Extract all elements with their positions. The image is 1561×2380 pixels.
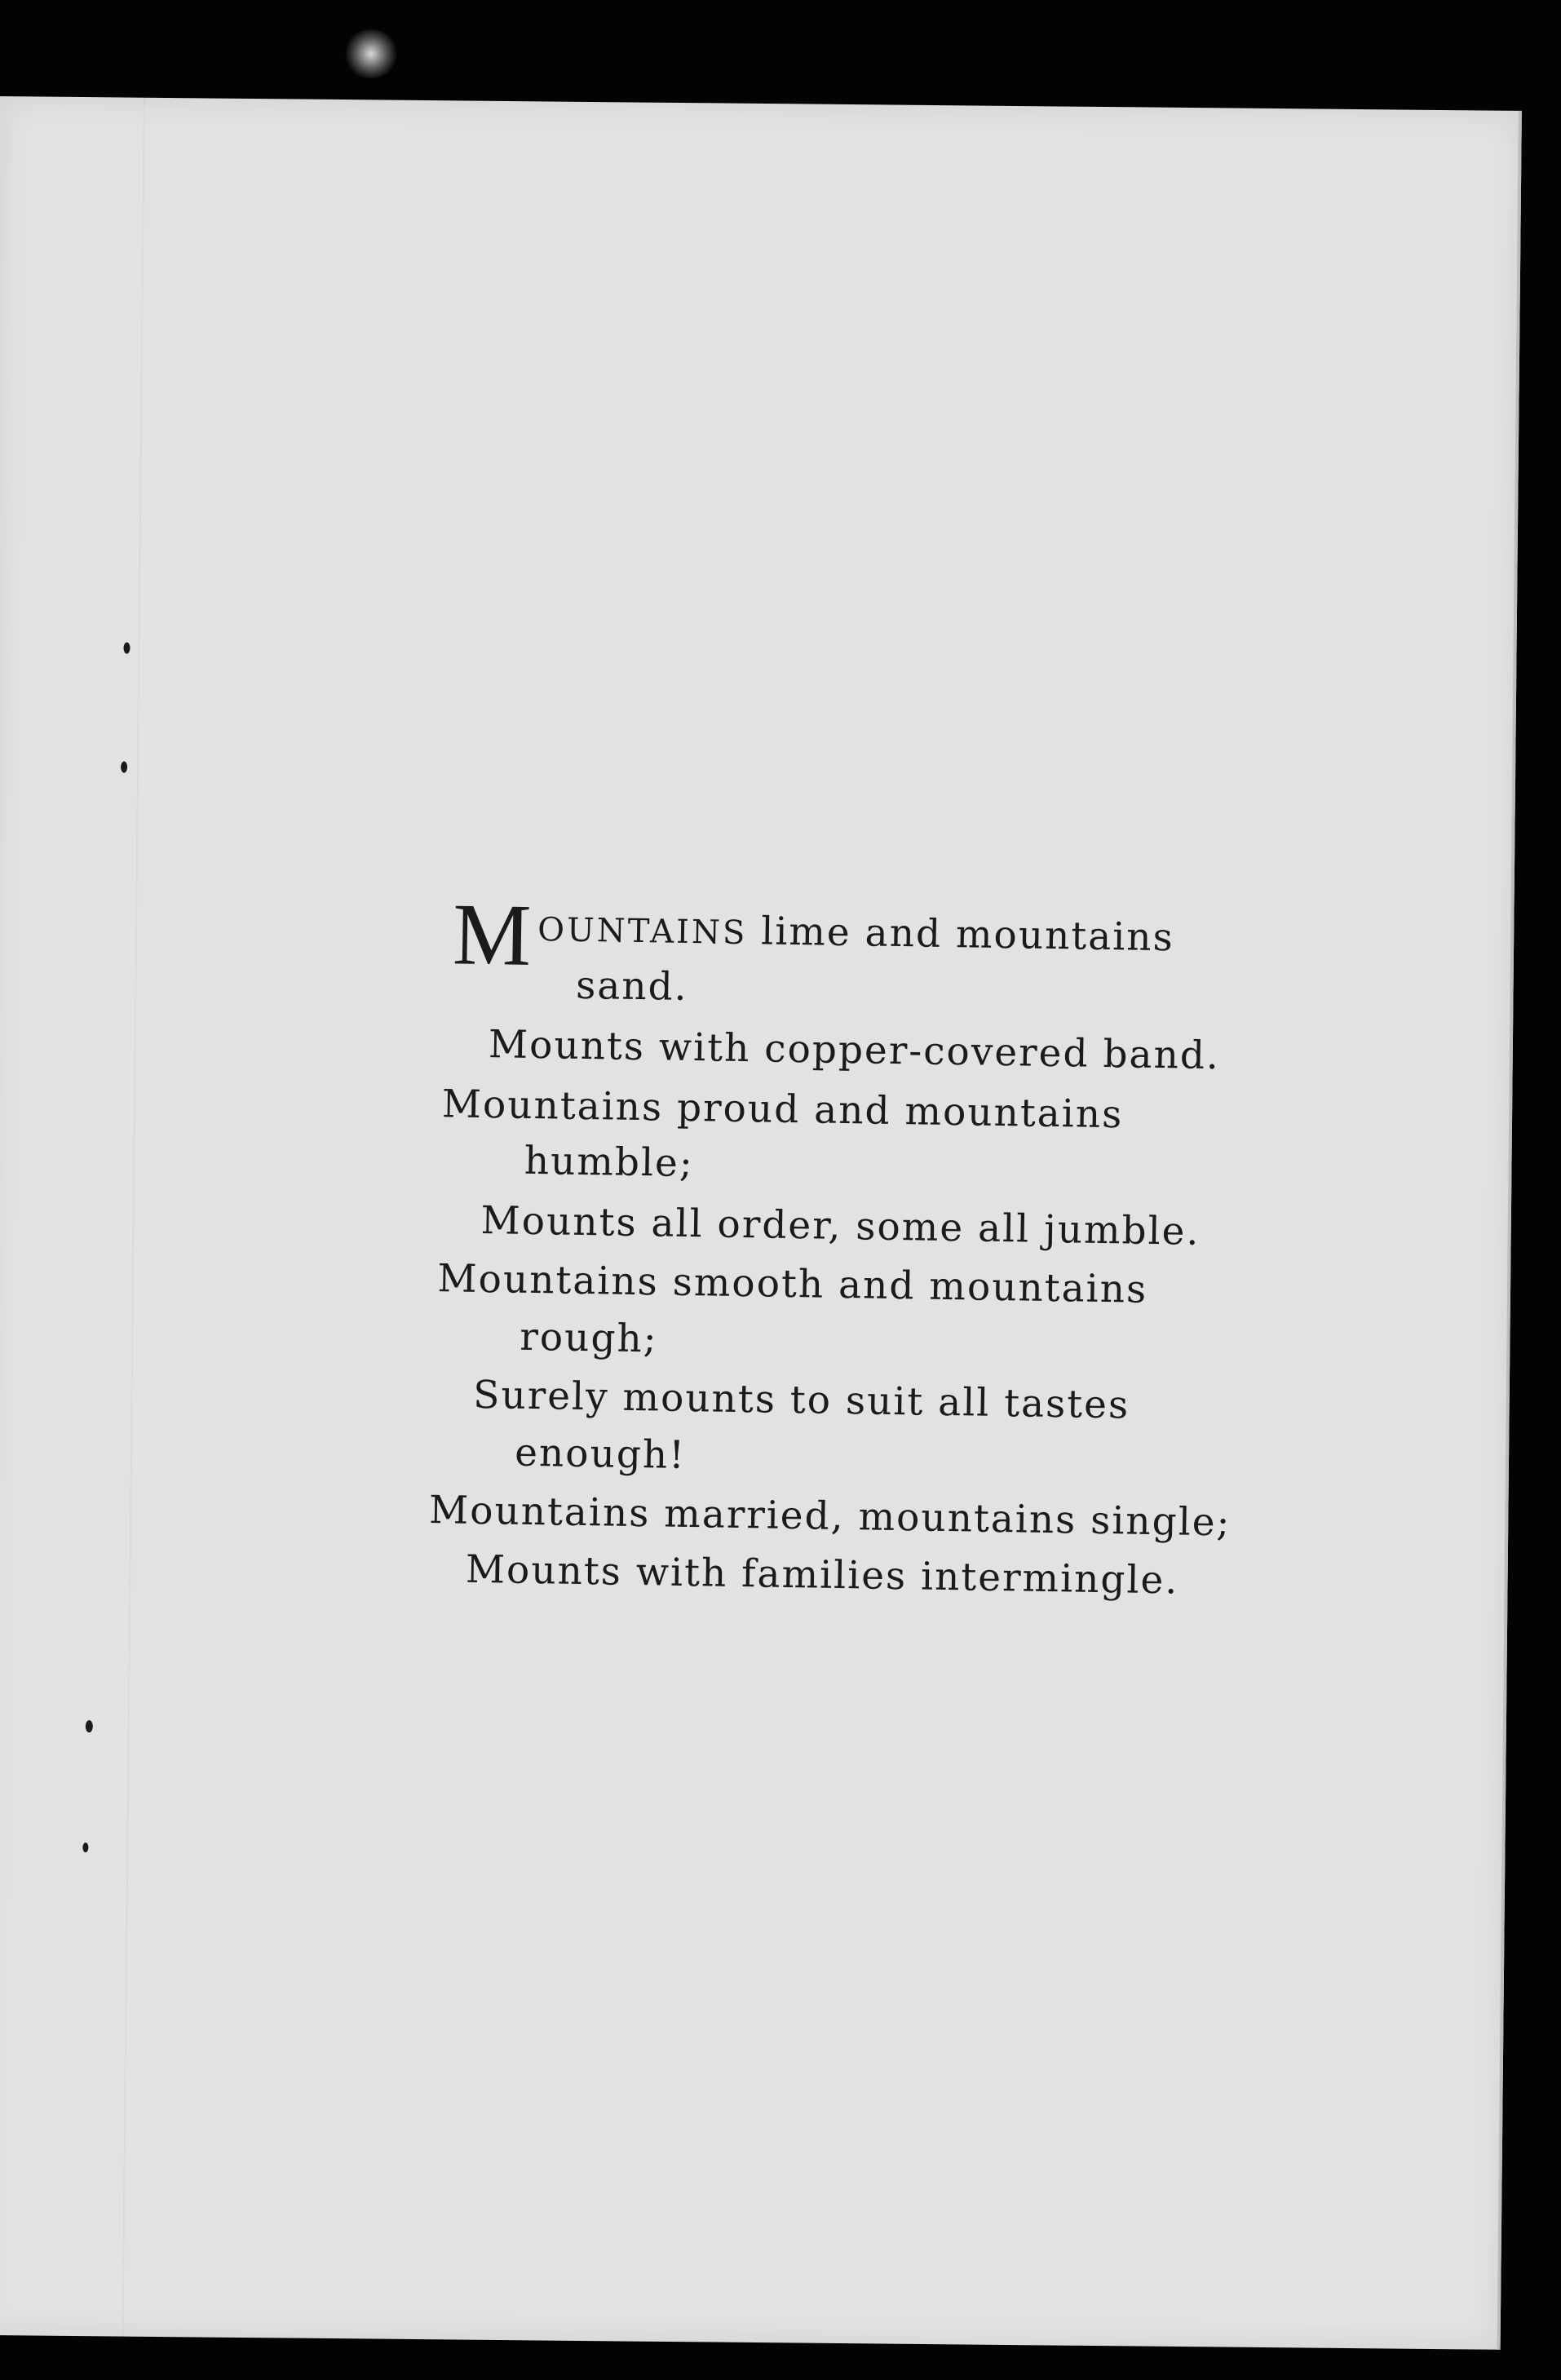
poem-line-1 (537, 909, 1175, 961)
binding-hole-mark (123, 642, 130, 653)
poem-line: Mounts all order, some all jumble. (480, 1197, 1201, 1254)
poem-line: Mounts with families intermingle. (465, 1546, 1179, 1604)
library-stamp-mark (1302, 2328, 1354, 2348)
binding-hole-mark (121, 761, 127, 772)
binding-hole-mark (82, 1843, 88, 1852)
poem-line: rough; (519, 1314, 659, 1362)
poem-line: sand. (575, 962, 689, 1010)
poem-line: Mountains smooth and mountains (437, 1256, 1148, 1312)
poem-first-line-rest: lime and mountains (746, 909, 1175, 961)
drop-cap: M (452, 886, 533, 984)
poem-line: enough! (514, 1430, 687, 1478)
poem-line: Mounts with copper-covered band. (488, 1022, 1221, 1079)
poem-line: Mountains proud and mountains (441, 1082, 1124, 1138)
page-edge (1497, 111, 1522, 2350)
scanner-glare (343, 29, 400, 78)
binding-hole-mark (86, 1720, 93, 1732)
page-fold-line (122, 98, 146, 2337)
poem-first-word-caps: OUNTAINS (537, 911, 748, 953)
poem-line: Mountains married, mountains single; (428, 1488, 1232, 1546)
poem-line: Surely mounts to suit all tastes (472, 1372, 1130, 1428)
poem-line: humble; (524, 1138, 695, 1187)
